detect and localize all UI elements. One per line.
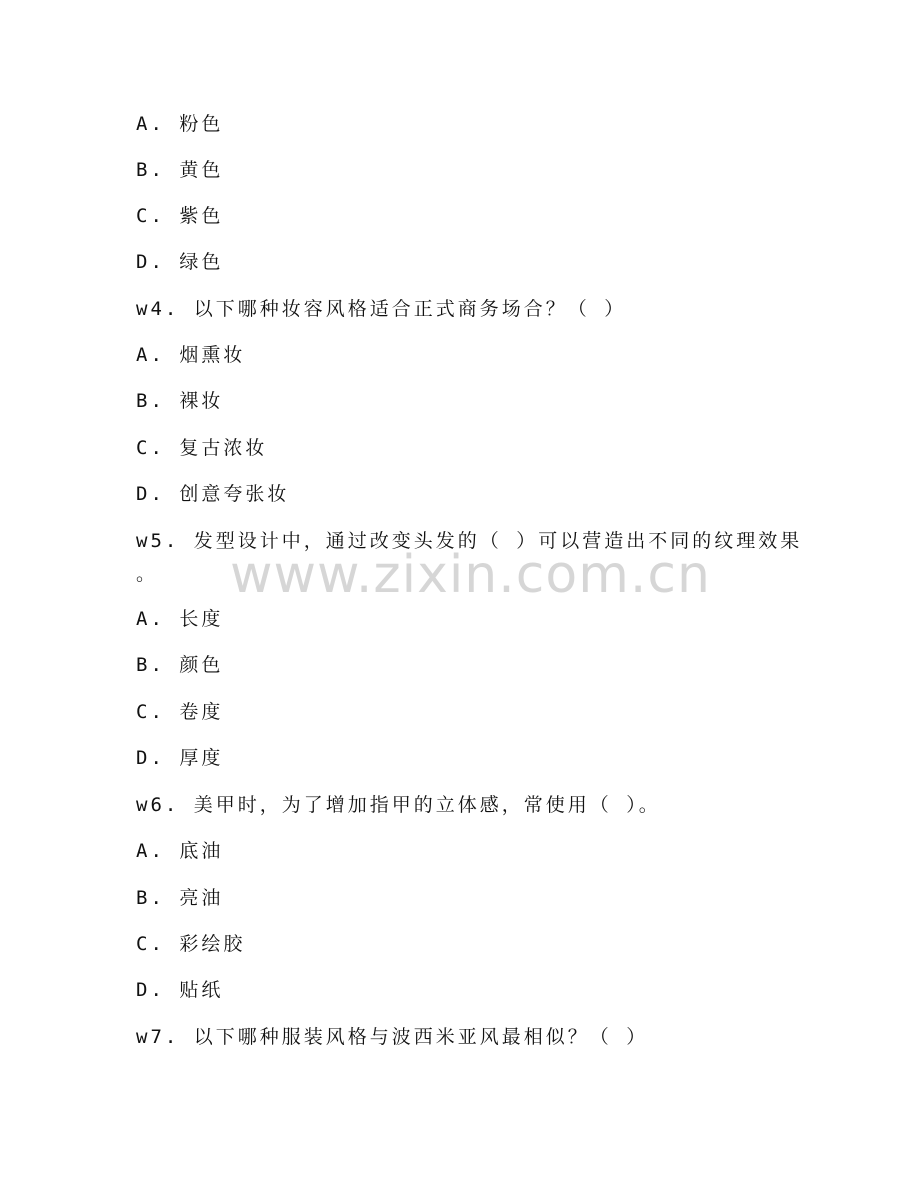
option-b-q5: B. 颜色	[136, 654, 224, 676]
option-b-q3: B. 黄色	[136, 159, 224, 181]
question-w7: w7. 以下哪种服装风格与波西米亚风最相似？（ ）	[136, 1026, 649, 1048]
question-w5-continuation: 。	[136, 563, 159, 585]
watermark: www.zixin.com.cn	[230, 545, 711, 605]
option-a-q3: A. 粉色	[136, 113, 224, 135]
option-c-q6: C. 彩绘胶	[136, 933, 246, 955]
option-d-q4: D. 创意夸张妆	[136, 483, 290, 505]
option-a-q6: A. 底油	[136, 840, 224, 862]
option-d-q3: D. 绿色	[136, 251, 224, 273]
option-d-q6: D. 贴纸	[136, 979, 224, 1001]
option-c-q3: C. 紫色	[136, 205, 224, 227]
option-a-q5: A. 长度	[136, 608, 224, 630]
option-b-q4: B. 裸妆	[136, 390, 224, 412]
question-w5: w5. 发型设计中，通过改变头发的（ ）可以营造出不同的纹理效果	[136, 530, 803, 552]
option-c-q5: C. 卷度	[136, 701, 224, 723]
option-a-q4: A. 烟熏妆	[136, 344, 246, 366]
option-b-q6: B. 亮油	[136, 887, 224, 909]
option-d-q5: D. 厚度	[136, 747, 224, 769]
question-w6: w6. 美甲时，为了增加指甲的立体感，常使用（ ）。	[136, 794, 661, 816]
question-w4: w4. 以下哪种妆容风格适合正式商务场合？（ ）	[136, 298, 627, 320]
option-c-q4: C. 复古浓妆	[136, 437, 268, 459]
